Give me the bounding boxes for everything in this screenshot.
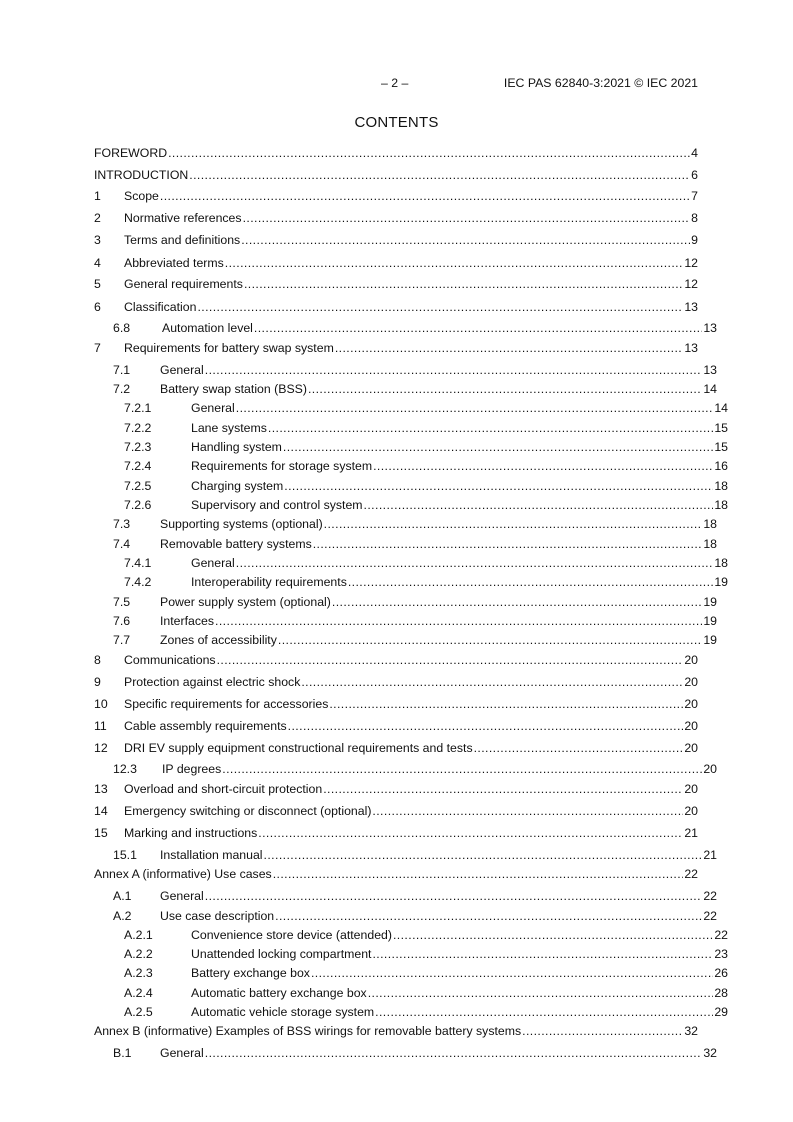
toc-entry-number: 7.2.4 (124, 459, 152, 473)
leader-dots (288, 719, 684, 733)
toc-entry-title: Overload and short-circuit protection (124, 782, 323, 796)
toc-entry-title: FOREWORD (94, 146, 168, 160)
toc-entry-12-3[interactable] (94, 762, 717, 778)
toc-entry-number: 8 (94, 653, 101, 667)
toc-entry-b-1[interactable] (94, 1046, 717, 1062)
toc-entry-title: General (160, 363, 204, 377)
leader-dots (368, 986, 714, 1000)
leader-dots (335, 341, 684, 355)
toc-entry-number: 7.1 (113, 363, 131, 377)
toc-entry-number: 14 (94, 804, 108, 818)
leader-dots (268, 421, 713, 435)
toc-entry-title: General (191, 401, 235, 415)
toc-entry-page: 20 (684, 804, 698, 818)
toc-entry-number: A.1 (113, 889, 132, 903)
toc-entry-6[interactable] (94, 300, 698, 316)
toc-entry-number: 7.2.1 (124, 401, 152, 415)
page-number: – 2 – (381, 76, 409, 90)
leader-dots (332, 595, 702, 609)
leader-dots (241, 233, 690, 247)
toc-entry-7-3[interactable] (94, 517, 717, 533)
leader-dots (189, 168, 690, 182)
toc-entry-title: Zones of accessibility (160, 633, 277, 647)
toc-entry-11[interactable] (94, 719, 698, 735)
toc-entry-7-2-4[interactable] (94, 459, 728, 475)
toc-entry-7-2-1[interactable] (94, 401, 728, 417)
toc-entry-page: 20 (684, 719, 698, 733)
toc-entry-page: 20 (684, 675, 698, 689)
toc-entry-title: Supervisory and control system (191, 498, 363, 512)
toc-entry-number: 4 (94, 256, 101, 270)
toc-entry-number: 7.2.3 (124, 440, 152, 454)
leader-dots (308, 382, 702, 396)
toc-entry-number: 6.8 (113, 321, 131, 335)
toc-entry-foreword[interactable] (94, 146, 698, 162)
toc-entry-a-2-3[interactable] (94, 966, 728, 982)
toc-entry-7-2[interactable] (94, 382, 717, 398)
toc-entry-title: Classification (124, 300, 197, 314)
toc-entry-number: 7.2.5 (124, 479, 152, 493)
leader-dots (301, 675, 683, 689)
toc-entry-15-1[interactable] (94, 848, 717, 864)
toc-entry-title: Use case description (160, 909, 275, 923)
toc-entry-page: 32 (703, 1046, 717, 1060)
toc-entry-page: 18 (714, 556, 728, 570)
toc-entry-page: 13 (684, 300, 698, 314)
leader-dots (474, 741, 684, 755)
toc-entry-page: 15 (714, 421, 728, 435)
toc-entry-13[interactable] (94, 782, 698, 798)
leader-dots (283, 440, 713, 454)
toc-entry-a-2-5[interactable] (94, 1005, 728, 1021)
toc-entry-number: 12.3 (113, 762, 137, 776)
toc-entry-page: 22 (703, 889, 717, 903)
toc-entry-annex-a[interactable] (94, 867, 698, 883)
toc-entry-title: Battery swap station (BSS) (160, 382, 307, 396)
toc-entry-page: 13 (703, 363, 717, 377)
toc-entry-title: Abbreviated terms (124, 256, 224, 270)
toc-entry-a-2[interactable] (94, 909, 717, 925)
toc-entry-number: A.2.3 (124, 966, 153, 980)
toc-entry-page: 28 (714, 986, 728, 1000)
leader-dots (313, 537, 703, 551)
toc-entry-title: General (160, 889, 204, 903)
toc-entry-number: 7.4 (113, 537, 131, 551)
toc-entry-page: 19 (703, 633, 717, 647)
leader-dots (168, 146, 690, 160)
toc-entry-page: 20 (703, 762, 717, 776)
toc-entry-number: 7.2 (113, 382, 131, 396)
toc-entry-page: 7 (691, 189, 698, 203)
toc-entry-number: 7.2.2 (124, 421, 152, 435)
toc-entry-title: INTRODUCTION (94, 168, 189, 182)
toc-entry-7-2-6[interactable] (94, 498, 728, 514)
toc-entry-15[interactable] (94, 826, 698, 842)
toc-entry-page: 6 (691, 168, 698, 182)
toc-entry-number: 5 (94, 277, 101, 291)
toc-entry-title: Requirements for battery swap system (124, 341, 334, 355)
toc-entry-title: Removable battery systems (160, 537, 312, 551)
toc-entry-number: 7 (94, 341, 101, 355)
toc-entry-page: 19 (714, 575, 728, 589)
toc-entry-page: 8 (691, 211, 698, 225)
leader-dots (264, 848, 703, 862)
toc-entry-page: 20 (684, 782, 698, 796)
toc-entry-page: 18 (703, 517, 717, 531)
leader-dots (284, 479, 713, 493)
leader-dots (236, 556, 714, 570)
toc-entry-title: Automation level (162, 321, 253, 335)
toc-entry-title: Power supply system (optional) (160, 595, 331, 609)
leader-dots (372, 804, 683, 818)
toc-entry-number: 7.2.6 (124, 498, 152, 512)
toc-entry-a-2-1[interactable] (94, 928, 728, 944)
toc-entry-title: Interoperability requirements (191, 575, 347, 589)
toc-entry-number: A.2.2 (124, 947, 153, 961)
leader-dots (160, 189, 690, 203)
toc-entry-number: B.1 (113, 1046, 132, 1060)
toc-entry-title: General requirements (124, 277, 243, 291)
toc-entry-6-8[interactable] (94, 321, 717, 337)
toc-entry-title: Communications (124, 653, 216, 667)
leader-dots (205, 1046, 703, 1060)
toc-entry-title: Marking and instructions (124, 826, 258, 840)
toc-entry-page: 12 (684, 277, 698, 291)
toc-entry-number: 11 (94, 719, 107, 733)
toc-entry-5[interactable] (94, 277, 698, 293)
toc-entry-number: A.2.1 (124, 928, 153, 942)
toc-entry-title: Annex B (informative) Examples of BSS wirings for removable battery systems (94, 1024, 522, 1038)
leader-dots (205, 363, 703, 377)
toc-entry-number: 3 (94, 233, 101, 247)
leader-dots (225, 256, 684, 270)
toc-entry-annex-b[interactable] (94, 1024, 698, 1040)
toc-entry-a-1[interactable] (94, 889, 717, 905)
leader-dots (375, 1005, 713, 1019)
toc-entry-number: 13 (94, 782, 108, 796)
toc-entry-page: 14 (714, 401, 728, 415)
leader-dots (275, 909, 702, 923)
toc-entry-page: 26 (714, 966, 728, 980)
toc-entry-7-2-2[interactable] (94, 421, 728, 437)
leader-dots (522, 1024, 683, 1038)
toc-entry-14[interactable] (94, 804, 698, 820)
toc-entry-number: 10 (94, 697, 108, 711)
toc-entry-7-1[interactable] (94, 363, 717, 379)
toc-entry-title: Scope (124, 189, 159, 203)
toc-entry-page: 13 (703, 321, 717, 335)
toc-entry-page: 29 (714, 1005, 728, 1019)
leader-dots (236, 401, 714, 415)
toc-entry-8[interactable] (94, 653, 698, 669)
toc-entry-title: Normative references (124, 211, 242, 225)
toc-entry-7-2-3[interactable] (94, 440, 728, 456)
leader-dots (393, 928, 713, 942)
toc-entry-page: 21 (703, 848, 717, 862)
toc-entry-title: Installation manual (160, 848, 263, 862)
toc-entry-number: 12 (94, 741, 108, 755)
toc-entry-page: 23 (714, 947, 728, 961)
toc-entry-7-7[interactable] (94, 633, 717, 649)
toc-entry-title: Terms and definitions (124, 233, 241, 247)
toc-entry-number: A.2.4 (124, 986, 153, 1000)
toc-entry-4[interactable] (94, 256, 698, 272)
toc-entry-title: Handling system (191, 440, 282, 454)
toc-entry-number: 6 (94, 300, 101, 314)
toc-entry-7-4-2[interactable] (94, 575, 728, 591)
toc-entry-title: General (160, 1046, 204, 1060)
toc-entry-title: Battery exchange box (191, 966, 310, 980)
toc-entry-number: 15 (94, 826, 108, 840)
toc-entry-number: 15.1 (113, 848, 137, 862)
leader-dots (244, 277, 683, 291)
toc-entry-page: 9 (691, 233, 698, 247)
leader-dots (329, 697, 683, 711)
toc-entry-number: 1 (94, 189, 101, 203)
leader-dots (205, 889, 703, 903)
toc-entry-page: 20 (684, 697, 698, 711)
toc-entry-introduction[interactable] (94, 168, 698, 184)
toc-entry-page: 16 (714, 459, 728, 473)
toc-entry-7-2-5[interactable] (94, 479, 728, 495)
toc-entry-title: Unattended locking compartment (191, 947, 372, 961)
toc-entry-number: 7.7 (113, 633, 131, 647)
leader-dots (323, 782, 683, 796)
page-header (94, 76, 698, 92)
toc-entry-7-4[interactable] (94, 537, 717, 553)
leader-dots (243, 211, 691, 225)
leader-dots (324, 517, 703, 531)
toc-entry-page: 19 (703, 614, 717, 628)
leader-dots (258, 826, 683, 840)
toc-entry-page: 18 (714, 479, 728, 493)
toc-entry-title: Supporting systems (optional) (160, 517, 323, 531)
toc-entry-a-2-4[interactable] (94, 986, 728, 1002)
toc-entry-title: Charging system (191, 479, 284, 493)
toc-entry-number: A.2.5 (124, 1005, 153, 1019)
leader-dots (372, 947, 713, 961)
leader-dots (215, 614, 702, 628)
leader-dots (273, 867, 684, 881)
toc-entry-number: 7.6 (113, 614, 131, 628)
toc-entry-title: Convenience store device (attended) (191, 928, 392, 942)
toc-entry-7-4-1[interactable] (94, 556, 728, 572)
toc-entry-7-5[interactable] (94, 595, 717, 611)
toc-entry-page: 13 (684, 341, 698, 355)
leader-dots (364, 498, 714, 512)
leader-dots (222, 762, 702, 776)
toc-entry-7-6[interactable] (94, 614, 717, 630)
toc-entry-title: Automatic battery exchange box (191, 986, 367, 1000)
toc-entry-page: 22 (714, 928, 728, 942)
toc-entry-page: 20 (684, 741, 698, 755)
toc-entry-title: Protection against electric shock (124, 675, 301, 689)
toc-heading: CONTENTS (354, 114, 439, 131)
toc-entry-10[interactable] (94, 697, 698, 713)
toc-entry-number: 7.4.1 (124, 556, 152, 570)
toc-entry-page: 18 (714, 498, 728, 512)
toc-entry-page: 4 (691, 146, 698, 160)
toc-entry-title: IP degrees (162, 762, 222, 776)
toc-entry-1[interactable] (94, 189, 698, 205)
toc-entry-a-2-2[interactable] (94, 947, 728, 963)
toc-entry-page: 18 (703, 537, 717, 551)
toc-entry-page: 21 (684, 826, 698, 840)
toc-entry-page: 19 (703, 595, 717, 609)
leader-dots (254, 321, 702, 335)
toc-entry-title: General (191, 556, 235, 570)
toc-entry-page: 20 (684, 653, 698, 667)
toc-entry-title: Annex A (informative) Use cases (94, 867, 272, 881)
toc-entry-title: DRI EV supply equipment constructional requirements and tests (124, 741, 473, 755)
toc-entry-9[interactable] (94, 675, 698, 691)
toc-entry-page: 14 (703, 382, 717, 396)
toc-entry-title: Automatic vehicle storage system (191, 1005, 375, 1019)
toc-entry-page: 15 (714, 440, 728, 454)
toc-entry-number: 7.4.2 (124, 575, 152, 589)
leader-dots (278, 633, 702, 647)
toc-entry-title: Requirements for storage system (191, 459, 373, 473)
toc-entry-title: Lane systems (191, 421, 267, 435)
toc-entry-7[interactable] (94, 341, 698, 357)
toc-entry-page: 32 (684, 1024, 698, 1038)
leader-dots (373, 459, 713, 473)
toc-entry-page: 22 (684, 867, 698, 881)
leader-dots (197, 300, 683, 314)
toc-entry-number: 2 (94, 211, 101, 225)
toc-entry-3[interactable] (94, 233, 698, 249)
toc-entry-number: 9 (94, 675, 101, 689)
toc-entry-page: 22 (703, 909, 717, 923)
toc-entry-title: Specific requirements for accessories (124, 697, 329, 711)
document-identifier: IEC PAS 62840-3:2021 © IEC 2021 (503, 76, 698, 90)
toc-entry-number: 7.5 (113, 595, 131, 609)
toc-entry-number: 7.3 (113, 517, 131, 531)
toc-entry-page: 12 (684, 256, 698, 270)
leader-dots (217, 653, 684, 667)
toc-entry-title: Interfaces (160, 614, 214, 628)
toc-entry-number: A.2 (113, 909, 132, 923)
leader-dots (311, 966, 713, 980)
leader-dots (348, 575, 713, 589)
toc-entry-2[interactable] (94, 211, 698, 227)
toc-entry-12[interactable] (94, 741, 698, 757)
toc-entry-title: Cable assembly requirements (124, 719, 287, 733)
toc-entry-title: Emergency switching or disconnect (optional) (124, 804, 372, 818)
